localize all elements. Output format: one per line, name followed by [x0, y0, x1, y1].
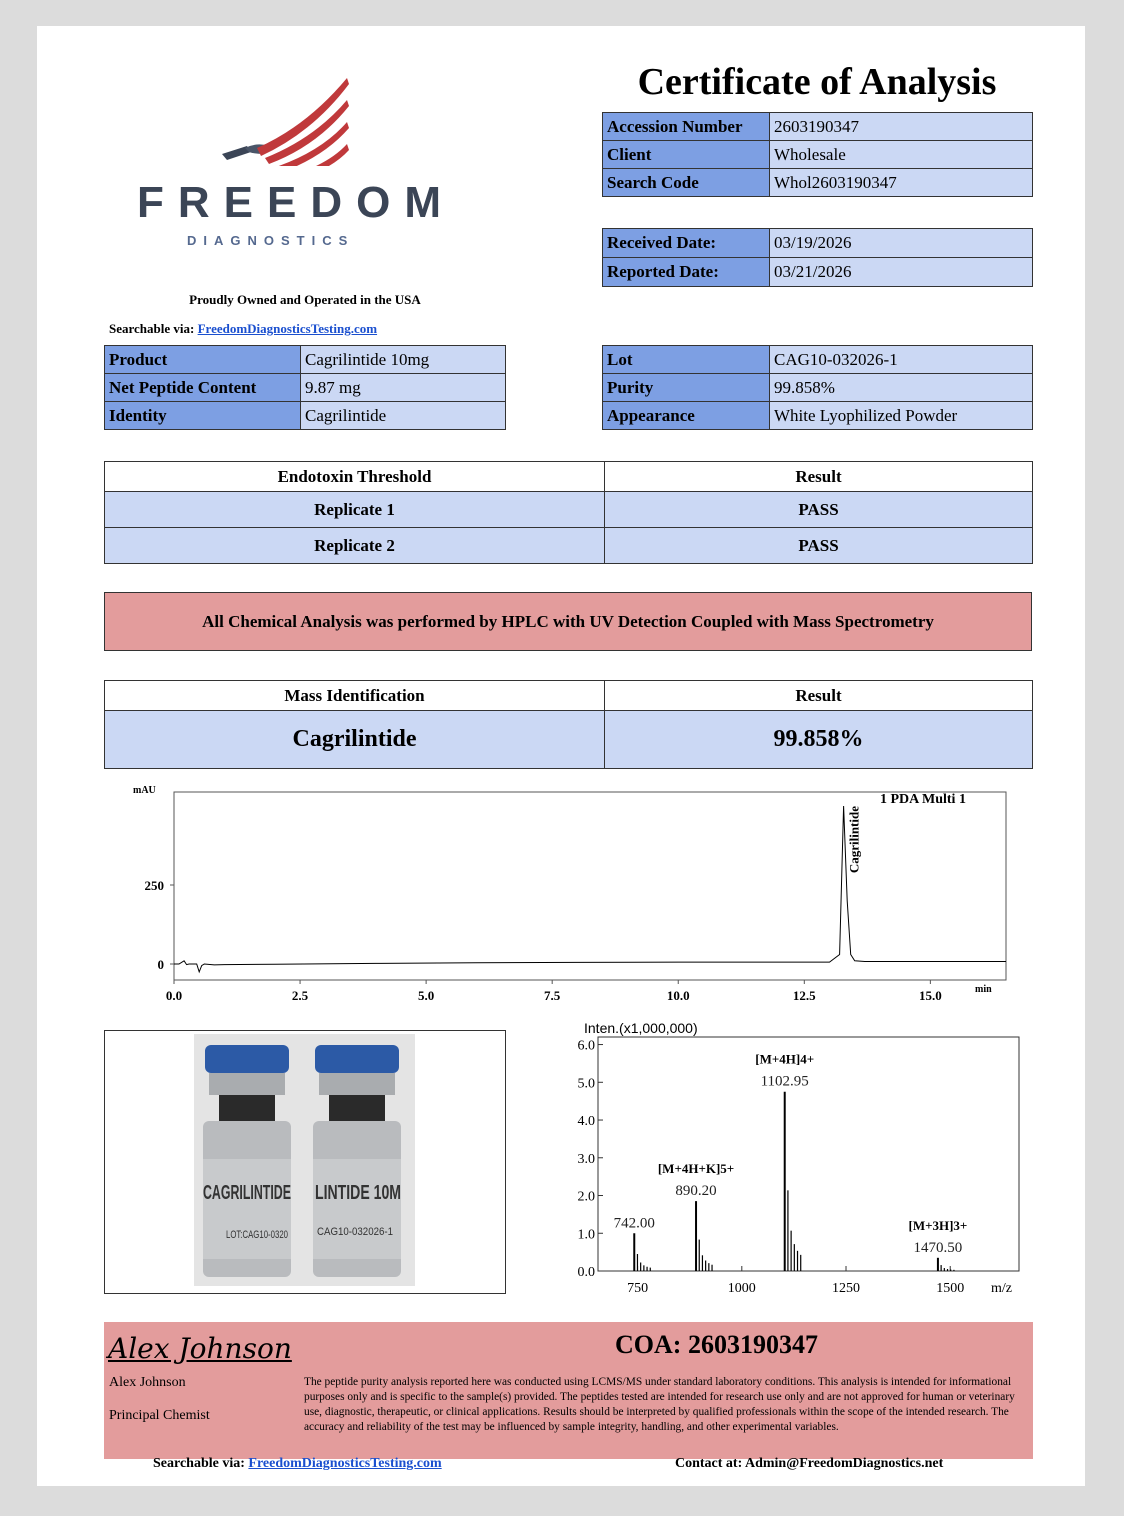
hplc-x-unit: min: [975, 984, 992, 995]
mass-id-compound: Cagrilintide: [105, 711, 605, 769]
hplc-chromatogram: [107, 782, 1012, 1012]
endotoxin-table: [104, 461, 1033, 564]
certificate-page: [37, 26, 1085, 1486]
page-title: Certificate of Analysis: [637, 61, 997, 103]
hplc-x-tick-label: 7.5: [544, 988, 561, 1003]
tagline: Proudly Owned and Operated in the USA: [189, 292, 421, 307]
dates-table: [602, 228, 1033, 287]
hplc-x-tick-label: 12.5: [792, 988, 816, 1003]
vial-left-label: CAGRILINTIDE: [203, 1182, 291, 1204]
ms-y-tick-label: 0.0: [577, 1265, 595, 1280]
client-value: Wholesale: [770, 141, 1033, 169]
footer-contact: Contact at: Admin@FreedomDiagnostics.net: [675, 1456, 944, 1471]
hplc-x-tick-label: 0.0: [165, 988, 183, 1003]
hplc-plot-frame: [174, 792, 1006, 980]
ms-y-tick-label: 4.0: [577, 1114, 595, 1130]
ms-y-tick-label: 3.0: [577, 1151, 595, 1167]
purity-value: 99.858%: [770, 374, 1033, 402]
replicate-1-result: PASS: [605, 492, 1033, 528]
vial-left: [203, 1045, 291, 1277]
accession-value: 2603190347: [770, 113, 1033, 141]
hplc-detector-label: 1 PDA Multi 1: [880, 792, 966, 807]
footer-search-label: Searchable via:: [153, 1456, 245, 1471]
mass-id-result-header: Result: [605, 681, 1033, 711]
ms-x-tick-label: 1000: [727, 1281, 756, 1296]
logo-subtitle: DIAGNOSTICS: [187, 233, 355, 248]
hplc-x-tick-label: 2.5: [291, 988, 309, 1003]
net-peptide-value: 9.87 mg: [301, 374, 506, 402]
product-info-table: [104, 345, 506, 430]
lot-value: CAG10-032026-1: [770, 346, 1033, 374]
searchable-label: Searchable via:: [109, 321, 195, 336]
eagle-flag-logo-icon: [217, 76, 357, 166]
header-info-table: [602, 112, 1033, 197]
mass-spectrum-chart: [544, 1020, 1024, 1305]
hplc-peak-label: Cagrilintide: [846, 806, 862, 874]
ms-y-tick-label: 5.0: [577, 1076, 595, 1092]
signature-script: Alex Johnson: [108, 1332, 292, 1365]
vial-right: [313, 1045, 401, 1277]
coa-number: COA: 2603190347: [615, 1330, 818, 1359]
signature-banner: [104, 1322, 1033, 1459]
mass-id-result: 99.858%: [605, 711, 1033, 769]
replicate-1-label: Replicate 1: [105, 492, 605, 528]
mass-id-table: [104, 680, 1033, 769]
client-key: Client: [603, 141, 770, 169]
reported-date-key: Reported Date:: [603, 258, 770, 287]
hplc-x-tick-label: 15.0: [918, 988, 942, 1003]
ms-x-tick-label: 1250: [832, 1281, 861, 1296]
ms-x-tick-label: 1500: [936, 1281, 965, 1296]
ms-y-tick-label: 6.0: [577, 1038, 595, 1054]
identity-value: Cagrilintide: [301, 402, 506, 430]
hplc-trace-line: [174, 806, 1006, 972]
footer-search-link[interactable]: FreedomDiagnosticsTesting.com: [248, 1456, 442, 1471]
chemist-role: Principal Chemist: [109, 1408, 210, 1423]
vial-right-label: LINTIDE 10M: [315, 1182, 401, 1204]
searchable-via: [109, 321, 377, 337]
mass-id-header: Mass Identification: [105, 681, 605, 711]
chemist-name: Alex Johnson: [109, 1375, 186, 1390]
identity-key: Identity: [105, 402, 301, 430]
replicate-2-result: PASS: [605, 528, 1033, 564]
hplc-y-tick-label: 0: [157, 957, 164, 972]
ms-peak-label: 742.00: [613, 1215, 655, 1232]
hplc-x-tick-label: 10.0: [666, 988, 690, 1003]
vial-photo: [105, 1031, 505, 1293]
hplc-x-tick-label: 5.0: [417, 988, 435, 1003]
appearance-value: White Lyophilized Powder: [770, 402, 1033, 430]
received-date-key: Received Date:: [603, 229, 770, 258]
purity-key: Purity: [603, 374, 770, 402]
ms-ion-label: [M+4H+K]5+: [657, 1161, 735, 1177]
lot-info-table: [602, 345, 1033, 430]
hplc-y-tick-label: 250: [144, 878, 164, 893]
logo-name: FREEDOM: [137, 178, 455, 227]
ms-peak-label: 890.20: [675, 1183, 717, 1200]
vial-left-lot: LOT:CAG10-0320: [226, 1229, 288, 1241]
footer-search: [153, 1456, 442, 1472]
endotoxin-header: Endotoxin Threshold: [105, 462, 605, 492]
appearance-key: Appearance: [603, 402, 770, 430]
vial-right-lot: CAG10-032026-1: [317, 1226, 393, 1238]
ms-peak-label: 1470.50: [913, 1239, 963, 1256]
ms-y-label: Inten.(x1,000,000): [584, 1020, 698, 1036]
endotoxin-result-header: Result: [605, 462, 1033, 492]
replicate-2-label: Replicate 2: [105, 528, 605, 564]
ms-peak-label: 1102.95: [760, 1073, 809, 1090]
ms-ion-label: [M+3H]3+: [908, 1217, 968, 1233]
vial-photo-frame: [104, 1030, 506, 1294]
method-banner: All Chemical Analysis was performed by HPLC with UV Detection Coupled with Mass Spectrometry: [104, 592, 1032, 651]
received-date-value: 03/19/2026: [770, 229, 1033, 258]
ms-x-label: m/z: [991, 1281, 1012, 1296]
product-value: Cagrilintide 10mg: [301, 346, 506, 374]
disclaimer: The peptide purity analysis reported here was conducted using LCMS/MS under standard laboratory conditions. This analysis is intended for informational purposes only and is specific to the sample(s) provided. The peptides tested are intended for research use only and are not approved for human or veterinary use, diagnostic, therapeutic, or clinical applications. Results should be interpreted by qualified professionals within the scope of the intended research. The accuracy and reliability of the test may be influenced by sample integrity, handling, and other experimental variables.: [304, 1376, 1015, 1433]
ms-plot-frame: [598, 1037, 1019, 1271]
product-key: Product: [105, 346, 301, 374]
ms-x-tick-label: 750: [627, 1281, 649, 1296]
accession-key: Accession Number: [603, 113, 770, 141]
search-code-key: Search Code: [603, 169, 770, 197]
search-code-value: Whol2603190347: [770, 169, 1033, 197]
ms-y-tick-label: 2.0: [577, 1189, 595, 1205]
hplc-y-unit: mAU: [133, 785, 156, 796]
net-peptide-key: Net Peptide Content: [105, 374, 301, 402]
lot-key: Lot: [603, 346, 770, 374]
reported-date-value: 03/21/2026: [770, 258, 1033, 287]
ms-ion-label: [M+4H]4+: [755, 1051, 815, 1067]
ms-y-tick-label: 1.0: [577, 1227, 595, 1243]
searchable-link[interactable]: FreedomDiagnosticsTesting.com: [197, 321, 378, 336]
